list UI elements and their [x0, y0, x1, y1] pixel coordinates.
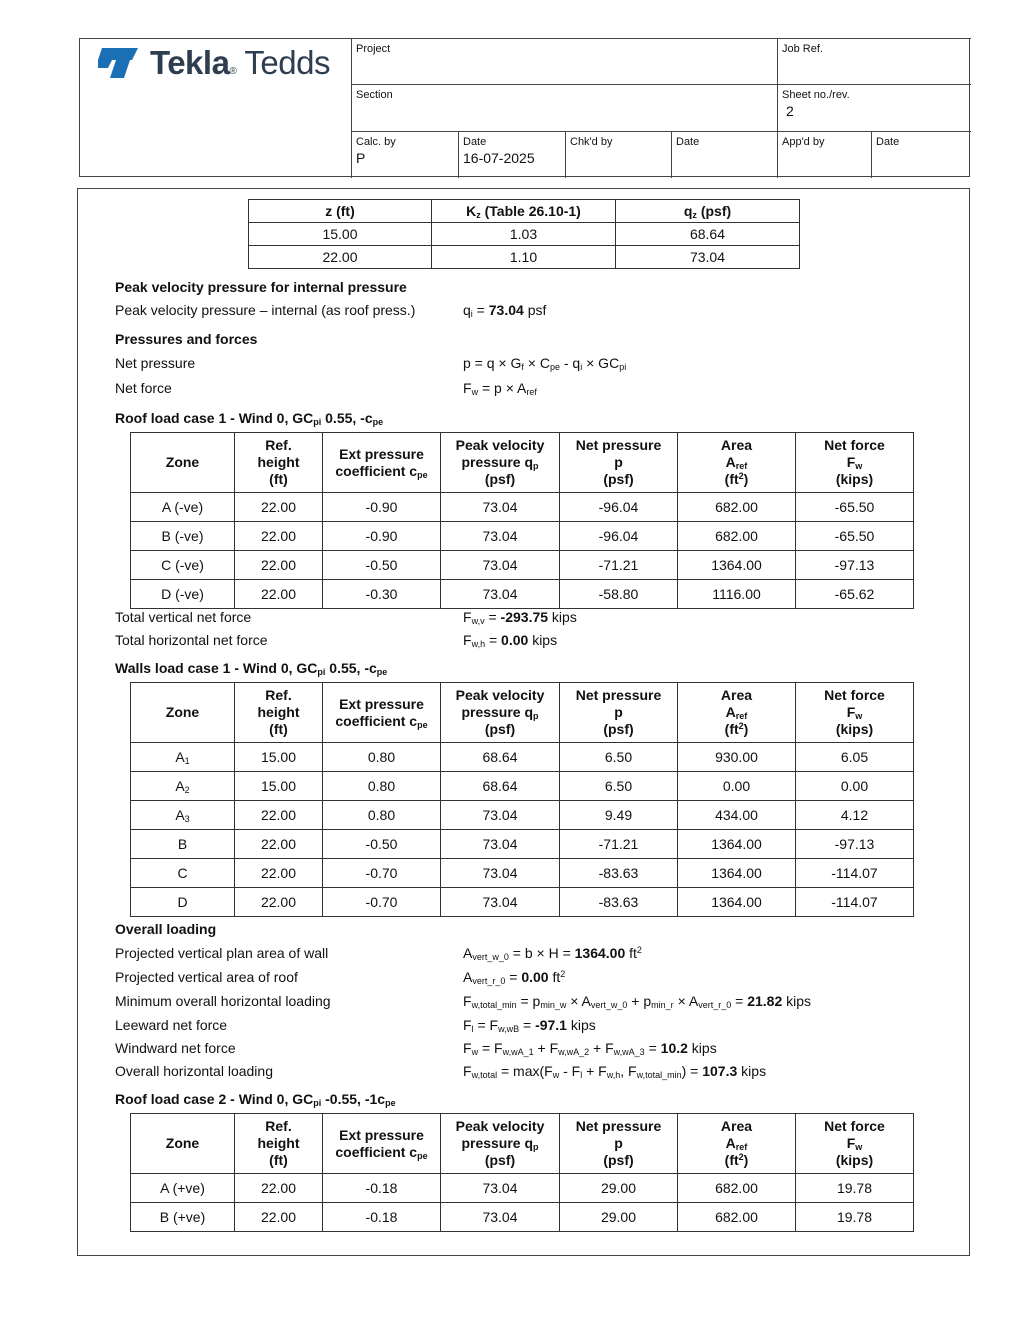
- internal-label: Peak velocity pressure – internal (as roof press.): [115, 302, 416, 318]
- table-row: 22.00 1.10 73.04: [249, 246, 800, 269]
- table-row: D 22.00 -0.70 73.04 -83.63 1364.00 -114.07: [131, 888, 914, 917]
- table-row: B (+ve) 22.00 -0.18 73.04 29.00 682.00 19.78: [131, 1203, 914, 1232]
- kz-table: [248, 199, 800, 269]
- date2-cell: [671, 131, 777, 178]
- logo-text: Tekla® Tedds: [150, 44, 330, 81]
- sheet-cell: [777, 84, 971, 131]
- sheet-value: 2: [786, 103, 794, 119]
- table-row: $A_3$ 22.00 0.80 73.04 9.49 434.00 4.12: [131, 801, 914, 830]
- roof1-header-row: Zone Ref. height (ft) Ext pressure coefficient $c_{pe}$ Peak velocity pressure $q_p$ (psf) Net pressure p (psf) Area $A_{ref}$ $(ft^2)$ Net force $F_w$ (kips): [131, 433, 914, 493]
- internal-heading: Peak velocity pressure for internal pressure: [115, 279, 407, 295]
- overall-label-5: Overall horizontal loading: [115, 1063, 273, 1079]
- tekla-logo-icon: [98, 46, 142, 80]
- total-horizontal-formula: $F_{w,h} = 0.00$ kips: [463, 632, 558, 649]
- net-force-label: Net force: [115, 380, 172, 396]
- date1-value: 16-07-2025: [463, 150, 535, 166]
- date3-label: Date: [876, 136, 900, 148]
- table-row: A (+ve) 22.00 -0.18 73.04 29.00 682.00 19.78: [131, 1174, 914, 1203]
- overall-label-2: Minimum overall horizontal loading: [115, 993, 331, 1009]
- section-label: Section: [356, 89, 393, 101]
- total-vertical-formula: $F_{w,v} = -293.75$ kips: [463, 609, 577, 626]
- project-cell: [351, 38, 777, 85]
- date2-label: Date: [676, 136, 700, 148]
- kz-header-row: [249, 200, 800, 223]
- roof1-heading: Roof load case 1 - Wind 0, $GC_{pi}$ 0.55, $-c_{pe}$: [115, 410, 384, 427]
- overall-formula-0: $A_{vert\_w\_0} = b \times H = 1364.00$ $ft^2$: [463, 945, 642, 962]
- overall-label-0: Projected vertical plan area of wall: [115, 945, 329, 961]
- table-row: B (-ve) 22.00 -0.90 73.04 -96.04 682.00 -65.50: [131, 522, 914, 551]
- sheet-label: Sheet no./rev.: [782, 89, 850, 101]
- roof2-heading: Roof load case 2 - Wind 0, $GC_{pi}$ -0.55, $-1c_{pe}$: [115, 1091, 396, 1108]
- jobref-label: Job Ref.: [782, 43, 823, 55]
- table-row: C 22.00 -0.70 73.04 -83.63 1364.00 -114.07: [131, 859, 914, 888]
- chkd-label: Chk'd by: [570, 136, 613, 148]
- kz-col-z: z (ft): [249, 200, 432, 223]
- calc-header: [79, 38, 970, 177]
- date1-label: Date: [463, 136, 487, 148]
- overall-label-4: Windward net force: [115, 1040, 236, 1056]
- total-vertical-label: Total vertical net force: [115, 609, 252, 625]
- overall-formula-5: $F_{w,total} = \max(F_w - F_l + F_{w,h}$, $F_{w,total\_min}) = 107.3$ kips: [463, 1063, 767, 1080]
- calcby-label: Calc. by: [356, 136, 396, 148]
- pressures-heading: Pressures and forces: [115, 331, 258, 347]
- overall-label-1: Projected vertical area of roof: [115, 969, 298, 985]
- overall-formula-1: $A_{vert\_r\_0} = 0.00$ $ft^2$: [463, 969, 566, 986]
- overall-heading: Overall loading: [115, 921, 217, 937]
- date1-cell: [458, 131, 565, 178]
- net-force-formula: $F_w = p \times A_{ref}$: [463, 380, 537, 397]
- project-label: Project: [356, 43, 391, 55]
- table-row: C (-ve) 22.00 -0.50 73.04 -71.21 1364.00 -97.13: [131, 551, 914, 580]
- calcby-cell: [351, 131, 458, 178]
- net-pressure-label: Net pressure: [115, 355, 196, 371]
- overall-label-3: Leeward net force: [115, 1017, 228, 1033]
- walls1-header-row: Zone Ref. height (ft) Ext pressure coefficient $c_{pe}$ Peak velocity pressure $q_p$ (psf) Net pressure p (psf) Area $A_{ref}$ $(ft^2)$ Net force $F_w$ (kips): [131, 683, 914, 743]
- roof1-table: [130, 432, 914, 609]
- overall-formula-4: $F_w = F_{w,wA\_1} + F_{w,wA\_2} + F_{w,wA\_3} = 10.2$ kips: [463, 1040, 717, 1057]
- kz-col-kz: $K_z$ (Table 26.10-1): [431, 200, 615, 223]
- table-row: 15.00 1.03 68.64: [249, 223, 800, 246]
- table-row: B 22.00 -0.50 73.04 -71.21 1364.00 -97.13: [131, 830, 914, 859]
- tekla-tedds-logo: [98, 44, 338, 82]
- jobref-cell: [777, 38, 971, 85]
- table-row: D (-ve) 22.00 -0.30 73.04 -58.80 1116.00 -65.62: [131, 580, 914, 609]
- date3-cell: [871, 131, 971, 178]
- table-row: $A_2$ 15.00 0.80 68.64 6.50 0.00 0.00: [131, 772, 914, 801]
- roof2-table: [130, 1113, 914, 1232]
- roof2-header-row: Zone Ref. height (ft) Ext pressure coefficient $c_{pe}$ Peak velocity pressure $q_p$ (psf) Net pressure p (psf) Area $A_{ref}$ $(ft^2)$ Net force $F_w$ (kips): [131, 1114, 914, 1174]
- calcby-value: P: [356, 150, 366, 166]
- table-row: A (-ve) 22.00 -0.90 73.04 -96.04 682.00 -65.50: [131, 493, 914, 522]
- appd-cell: [777, 131, 871, 178]
- walls1-table: [130, 682, 914, 917]
- appd-label: App'd by: [782, 136, 825, 148]
- kz-col-qz: $q_z$ (psf): [616, 200, 800, 223]
- overall-formula-2: $F_{w,total\_min} = p_{min\_w} \times A_{vert\_w\_0} + p_{min\_r} \times A_{vert\_r\_0} = 21.82$ kips: [463, 993, 812, 1010]
- net-pressure-formula: $p = q \times G_f \times C_{pe} - q_i \times GC_{pi}$: [463, 355, 627, 372]
- overall-formula-3: $F_l = F_{w,wB} = -97.1$ kips: [463, 1017, 596, 1034]
- section-cell: [351, 84, 777, 131]
- walls1-heading: Walls load case 1 - Wind 0, $GC_{pi}$ 0.55, $-c_{pe}$: [115, 660, 388, 677]
- chkd-cell: [565, 131, 671, 178]
- total-horizontal-label: Total horizontal net force: [115, 632, 268, 648]
- internal-formula: $q_i = 73.04$ psf: [463, 302, 547, 319]
- table-row: $A_1$ 15.00 0.80 68.64 6.50 930.00 6.05: [131, 743, 914, 772]
